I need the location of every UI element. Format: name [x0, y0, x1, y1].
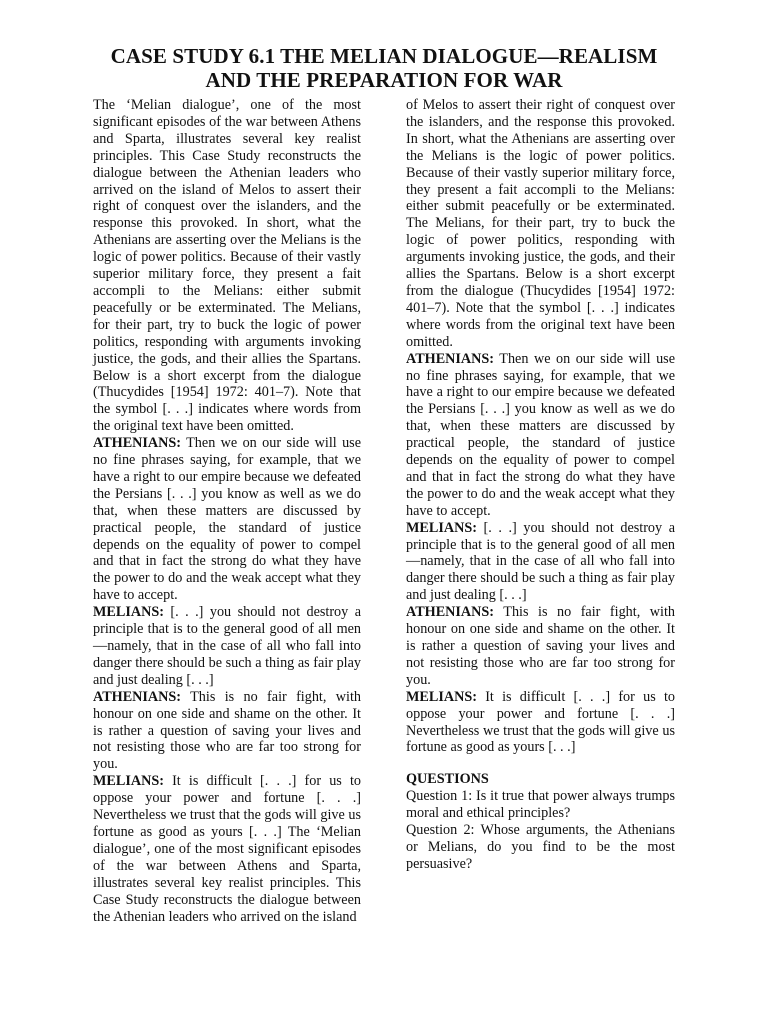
dialogue-line	[406, 520, 675, 605]
dialogue-line	[406, 351, 675, 520]
right-column	[406, 97, 675, 873]
speaker-label: MELIANS:	[406, 519, 477, 536]
dialogue-text: This is no fair fight, with honour on one side and shame on the other. It is rather a question of saving your lives and not resisting those who are far too strong for you.	[406, 604, 675, 688]
intro-paragraph: of Melos to assert their right of conquest over the islanders, and the response this provoked. In short, what the Athenians are asserting over the Melians is the logic of power politics. Because of their vastly superior military force, they present a fait accompli to the Melians: either submit peacefully or be exterminated. The Melians, for their part, try to buck the logic of power politics, responding with arguments invoking justice, the gods, and their allies the Spartans. Below is a short excerpt from the dialogue (Thucydides [1954] 1972: 401–7). Note that the symbol [. . .] indicates where words from the original text have been omitted.	[406, 97, 675, 350]
dialogue-line	[406, 689, 675, 757]
dialogue-text: It is difficult [. . .] for us to oppose your power and fortune [. . .] Nevertheless we trust that the gods will give us fortune as good as yours [. . .] The ‘Melian dialogue’, one of the most significant episodes of the war between Athens and Sparta, illustrates several key realist principles. This Case Study reconstructs the dialogue between the Athenian leaders who arrived on the island	[93, 773, 361, 925]
dialogue-text: Then we on our side will use no fine phrases saying, for example, that we have a right to our empire because we defeated the Persians [. . .] you know as well as we do that, when these matters are discussed by practical people, the standard of justice depends on the equality of power to compel and that in fact the strong do what they have the power to do and the weak accept what they have to accept.	[406, 350, 675, 519]
speaker-label: MELIANS:	[93, 604, 164, 621]
speaker-label: ATHENIANS:	[93, 435, 182, 452]
title-line-1: CASE STUDY 6.1 THE MELIAN DIALOGUE—REALISM	[110, 44, 658, 68]
questions-heading: QUESTIONS	[406, 771, 489, 788]
dialogue-line	[93, 689, 361, 774]
dialogue-text: This is no fair fight, with honour on one side and shame on the other. It is rather a question of saving your lives and not resisting those who are far too strong for you.	[93, 688, 361, 773]
dialogue-text: [. . .] you should not destroy a principle that is to the general good of all men—namely, that in the case of all who fall into danger there should be such a thing as fair play and just dealing [. . .]	[406, 519, 675, 604]
dialogue-line	[93, 435, 361, 604]
intro-paragraph: The ‘Melian dialogue’, one of the most significant episodes of the war between Athens and Sparta, illustrates several key realist principles. This Case Study reconstructs the dialogue between the Athenian leaders who arrived on the island of Melos to assert their right of conquest over the islanders, and the response this provoked. In short, what the Athenians are asserting over the Melians is the logic of power politics. Because of their vastly superior military force, they present a fait accompli to the Melians: either submit peacefully or be exterminated. The Melians, for their part, try to buck the logic of power politics, responding with arguments invoking justice, the gods, and their allies the Spartans. Below is a short excerpt from the dialogue (Thucydides [1954] 1972: 401–7). Note that the symbol [. . .] indicates where words from the original text have been omitted.	[93, 97, 361, 435]
dialogue-text: [. . .] you should not destroy a principle that is to the general good of all men—namely, that in the case of all who fall into danger there should be such a thing as fair play and just dealing [. . .]	[93, 604, 361, 688]
left-column	[93, 97, 361, 925]
question-item: Question 1: Is it true that power always trumps moral and ethical principles?	[406, 788, 675, 822]
speaker-label: ATHENIANS:	[406, 350, 495, 367]
title-line-2: AND THE PREPARATION FOR WAR	[205, 68, 563, 92]
speaker-label: ATHENIANS:	[406, 604, 495, 621]
speaker-label: ATHENIANS:	[93, 688, 182, 705]
dialogue-line	[93, 604, 361, 689]
speaker-label: MELIANS:	[93, 773, 164, 790]
speaker-label: MELIANS:	[406, 688, 477, 705]
dialogue-line	[93, 773, 361, 925]
dialogue-line	[406, 604, 675, 689]
dialogue-text: Then we on our side will use no fine phrases saying, for example, that we have a right to our empire because we defeated the Persians [. . .] you know as well as we do that, when these matters are discussed by practical people, the standard of justice depends on the equality of power to compel and that in fact the strong do what they have the power to do and the weak accept what they have to accept.	[93, 435, 361, 604]
case-study-title	[60, 44, 708, 92]
dialogue-text: It is difficult [. . .] for us to oppose your power and fortune [. . .] Nevertheless we trust that the gods will give us fortune as good as yours [. . .]	[406, 688, 675, 756]
question-item: Question 2: Whose arguments, the Athenians or Melians, do you find to be the most persuasive?	[406, 822, 675, 872]
